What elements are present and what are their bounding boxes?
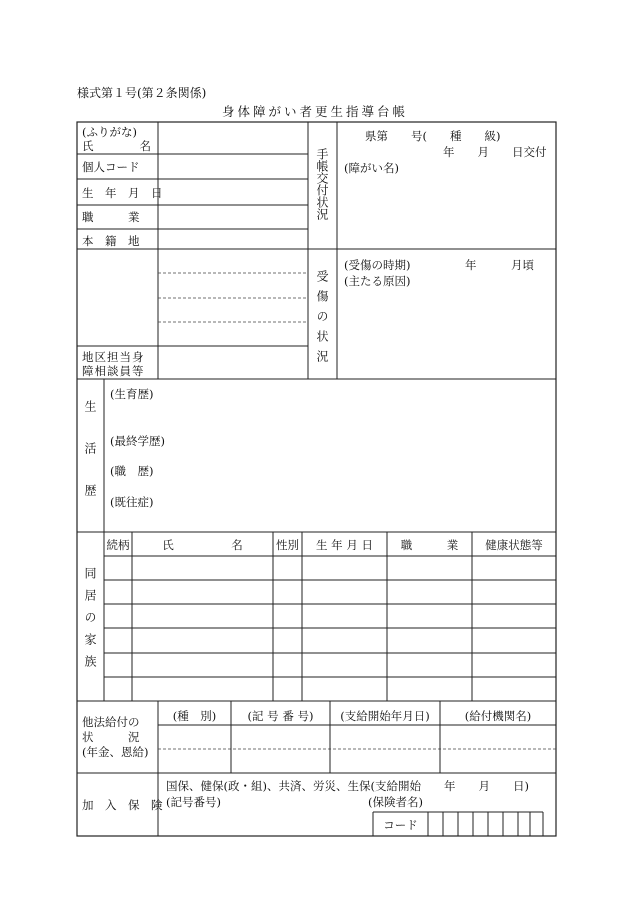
- handbook-grade-line: 県第 号( 種 級): [365, 129, 501, 143]
- family-header-name: 氏 名: [162, 538, 243, 552]
- domicile-label: 本 籍 地: [82, 234, 140, 248]
- benefits-header-agency: (給付機関名): [464, 709, 532, 723]
- family-header-health: 健康状態等: [485, 538, 543, 552]
- insurance-label: 加 入 保 険: [82, 798, 163, 812]
- handbook-issue-date: 年 月 日交付: [443, 145, 547, 159]
- life-history-education: (最終学歴): [110, 434, 165, 448]
- occupation-label: 職 業: [82, 210, 140, 224]
- name-label: 氏 名: [82, 139, 151, 153]
- family-side-label: 同居の家族: [83, 567, 97, 677]
- injury-time-label: (受傷の時期): [344, 258, 411, 272]
- form-title: 身体障がい者更生指導台帳: [221, 104, 408, 119]
- district-counselor-label-1: 地区担当身: [82, 350, 145, 364]
- family-header-relation: 続柄: [106, 538, 130, 552]
- personal-code-label: 個人コード: [82, 160, 140, 174]
- life-history-work: (職 歴): [110, 464, 154, 478]
- birth-date-label: 生 年 月 日: [82, 186, 163, 200]
- family-header-birth-date: 生 年 月 日: [316, 538, 373, 552]
- injury-cause-label: (主たる原因): [344, 274, 411, 288]
- handbook-issue-side-label: 手帳交付状況: [315, 148, 329, 220]
- benefits-label-2: 状 況: [82, 730, 140, 744]
- disability-name-label: (障がい名): [344, 161, 399, 175]
- benefits-label-1: 他法給付の: [82, 715, 140, 729]
- injury-side-label: 受傷の状況: [315, 270, 329, 370]
- life-history-side-label: 生活歴: [83, 400, 97, 526]
- benefits-header-start-date: (支給開始年月日): [340, 709, 430, 723]
- benefits-header-type: (種 別): [172, 709, 217, 723]
- family-header-sex: 性別: [276, 538, 299, 552]
- benefits-header-symbol-number: (記 号 番 号): [247, 709, 314, 723]
- insurance-code-label: コード: [383, 818, 418, 832]
- furigana-label: (ふりがな): [82, 125, 137, 139]
- insurance-symbol-number-label: (記号番号): [166, 795, 221, 809]
- family-header-occupation: 職 業: [400, 538, 459, 552]
- form-number: 様式第１号(第２条関係): [77, 86, 207, 100]
- insurance-type-line: 国保、健保(政・組)、共済、労災、生保(支給開始 年 月 日): [166, 779, 529, 793]
- injury-time-suffix: 年 月頃: [465, 258, 534, 272]
- insurer-name-label: (保険者名): [368, 795, 423, 809]
- life-history-upbringing: (生育歴): [110, 387, 154, 401]
- life-history-medical: (既往症): [110, 495, 154, 509]
- benefits-label-3: (年金、恩給): [82, 745, 149, 759]
- district-counselor-label-2: 障相談員等: [82, 364, 145, 378]
